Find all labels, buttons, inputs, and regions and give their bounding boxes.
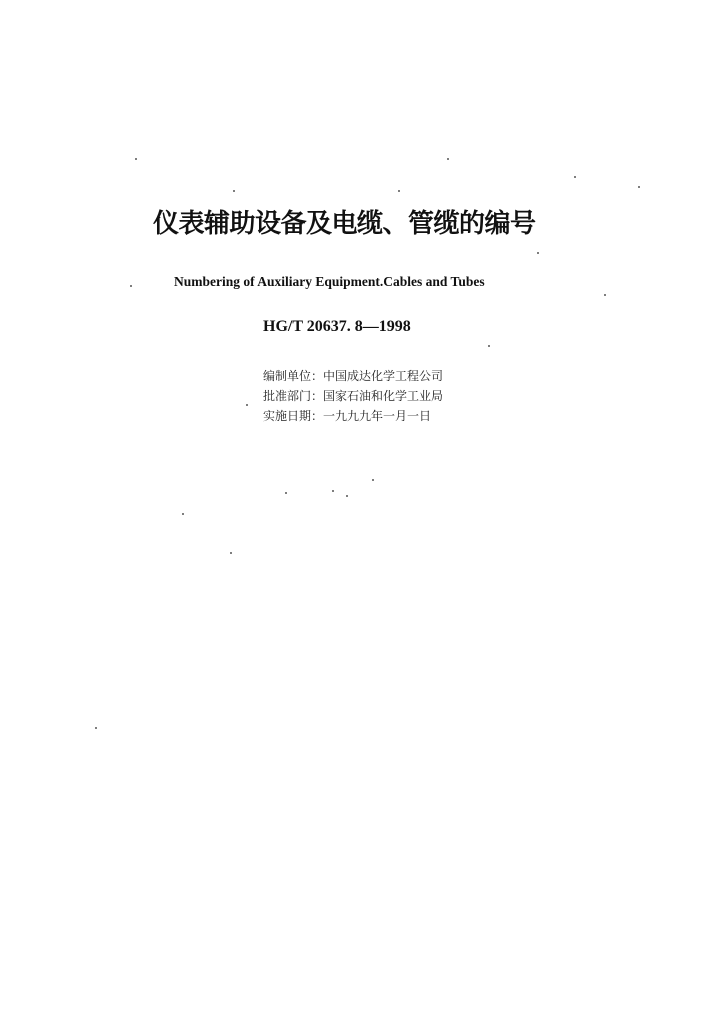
scan-speck (574, 176, 576, 178)
effective-date-line: 实施日期：一九九九年一月一日 (263, 409, 432, 423)
scan-speck (372, 479, 374, 481)
scan-speck (638, 186, 640, 188)
scan-speck (130, 285, 132, 287)
scan-speck (604, 294, 606, 296)
scan-speck (233, 190, 235, 192)
document-metadata (263, 366, 443, 426)
scan-speck (95, 727, 97, 729)
scan-speck (285, 492, 287, 494)
scan-speck (135, 158, 137, 160)
scan-speck (447, 158, 449, 160)
document-title-english: Numbering of Auxiliary Equipment.Cables and Tubes (174, 274, 485, 289)
scan-speck (230, 552, 232, 554)
scan-speck (346, 495, 348, 497)
document-title-chinese: 仪表辅助设备及电缆、管缆的编号 (153, 209, 536, 239)
scan-speck (488, 345, 490, 347)
scan-speck (246, 404, 248, 406)
compiled-by-line: 编制单位：中国成达化学工程公司 (263, 369, 444, 383)
scan-speck (537, 252, 539, 254)
scan-speck (398, 190, 400, 192)
scan-speck (332, 490, 334, 492)
scan-speck (182, 513, 184, 515)
approved-by-line: 批准部门：国家石油和化学工业局 (263, 389, 444, 403)
standard-code: HG/T 20637. 8—1998 (263, 318, 411, 335)
